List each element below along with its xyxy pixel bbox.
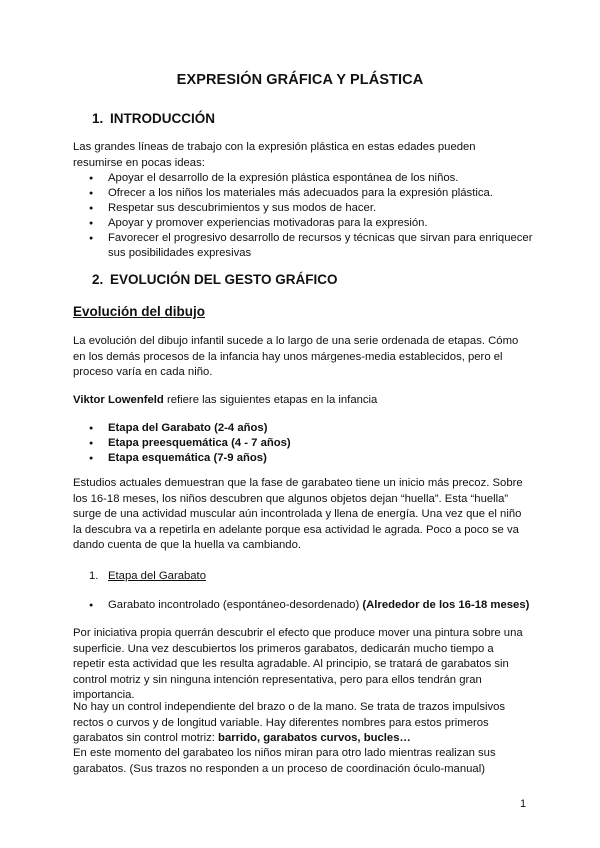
- lowenfeld-paragraph: [73, 393, 377, 409]
- intro-paragraph: Las grandes líneas de trabajo con la expresión plástica en estas edades pueden resumirse en pocas ideas:: [73, 141, 476, 169]
- section-2-number: 2.: [92, 272, 104, 287]
- list-item: ● Etapa del Garabato (2-4 años): [73, 421, 538, 436]
- intro-bullet-list: [73, 171, 538, 261]
- control-paragraph-bold: barrido, garabatos curvos, bucles…: [218, 732, 411, 744]
- studies-paragraph: Estudios actuales demuestran que la fase de garabateo tiene un inicio más precoz. Sobre los 16-18 meses, los niños descubren que algunos objetos dejan “huella”. Esta “huella” surge de una actividad muscular aún incontrolada y llena de energía. Una vez que el niño la descubra va a repetirla en adelante porque esa actividad le agrada. Poco a poco se va dando cuenta de que la huella va cambiando.: [73, 477, 523, 551]
- list-item: ● Etapa esquemática (7-9 años): [73, 451, 538, 466]
- author-name: Viktor Lowenfeld: [73, 394, 164, 406]
- subsection-heading: Evolución del dibujo: [73, 304, 206, 319]
- section-2-title: EVOLUCIÓN DEL GESTO GRÁFICO: [110, 272, 338, 287]
- numbered-item-number: 1.: [89, 570, 99, 582]
- initiative-paragraph: Por iniciativa propia querrán descubrir el efecto que produce mover una pintura sobre una superficie. Una vez descubiertos los primeros garabatos, dedicarán mucho tiempo a repetir esta actividad que les resulta agradable. Al principio, se tratará de garabatos sin control motriz y sin ninguna intención representativa, pero para ellos tendrán gran importancia.: [73, 627, 523, 701]
- evolution-paragraph: La evolución del dibujo infantil sucede a lo largo de una serie ordenada de etapas. Cómo en los demás procesos de la infancia hay unos márgenes-media establecidos, pero el proceso varía en cada niño.: [73, 335, 519, 378]
- list-item: ● Apoyar y promover experiencias motivadoras para la expresión.: [73, 216, 538, 231]
- garabateo-paragraph: En este momento del garabateo los niños miran para otro lado mientras realizan sus garabatos. (Sus trazos no responden a un proceso de coordinación óculo-manual): [73, 747, 496, 775]
- section-1-heading: [92, 111, 215, 126]
- section-1-title: INTRODUCCIÓN: [110, 111, 215, 126]
- list-item: [73, 598, 568, 613]
- page-number: 1: [520, 798, 527, 810]
- control-paragraph-text: No hay un control independiente del brazo o de la mano. Se trata de trazos impulsivos rectos o curvos y de longitud variable. Hay diferentes nombres para estos primeros garabatos sin control motriz:: [73, 701, 506, 744]
- stages-list: [73, 421, 538, 466]
- numbered-item-label: Etapa del Garabato: [108, 570, 206, 582]
- numbered-item-garabato: [89, 569, 206, 585]
- section-2-heading: [92, 272, 338, 287]
- garabato-bullet-bold: (Alrededor de los 16-18 meses): [362, 599, 530, 611]
- section-1-number: 1.: [92, 111, 104, 126]
- control-paragraph: [73, 700, 528, 747]
- list-item: ● Favorecer el progresivo desarrollo de recursos y técnicas que sirvan para enriquecer sus posibilidades expresivas: [73, 231, 538, 261]
- lowenfeld-text: refiere las siguientes etapas en la infancia: [163, 394, 378, 406]
- garabato-bullet-list: [73, 598, 568, 613]
- list-item: ● Ofrecer a los niños los materiales más adecuados para la expresión plástica.: [73, 186, 538, 201]
- list-item: ● Respetar sus descubrimientos y sus modos de hacer.: [73, 201, 538, 216]
- garabato-bullet-text: Garabato incontrolado (espontáneo-desordenado): [108, 599, 363, 611]
- document-title: EXPRESIÓN GRÁFICA Y PLÁSTICA: [176, 72, 424, 88]
- list-item: ● Apoyar el desarrollo de la expresión plástica espontánea de los niños.: [73, 171, 538, 186]
- list-item: ● Etapa preesquemática (4 - 7 años): [73, 436, 538, 451]
